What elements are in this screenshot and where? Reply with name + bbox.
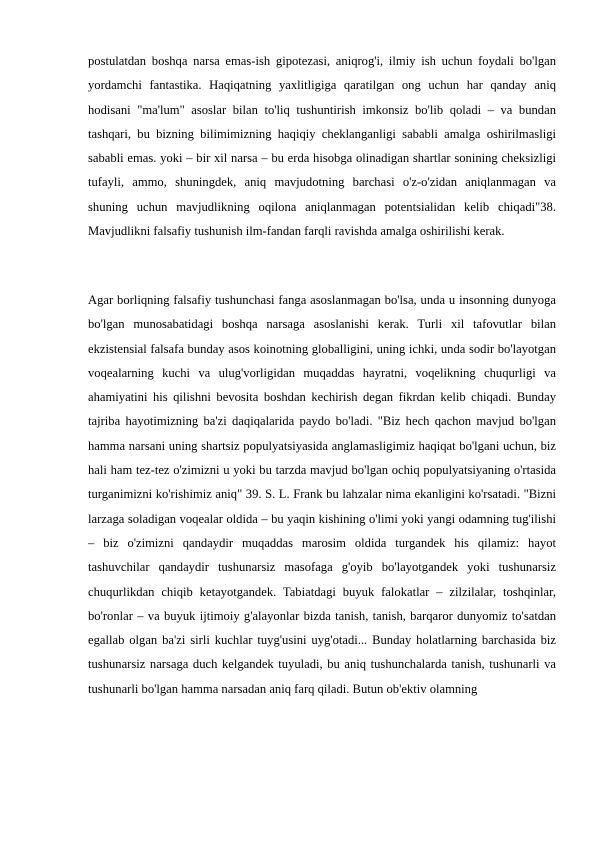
paragraph-2: Agar borliqning falsafiy tushunchasi fanga asoslanmagan bo'lsa, unda u insonning dunyoga bo'lgan munosabatidagi boshqa narsaga asoslanishi kerak. Turli xil tafovutlar bilan ekzistensial falsafa bunday asos koinotning globalligini, uning ichki, unda sodir bo'layotgan voqealarning kuchi va ulug'vorligidan muqaddas hayratni, voqelikning chuqurligi va ahamiyatini his qilishni bevosita boshdan kechirish degan fikrdan kelib chiqadi. Bunday tajriba hayotimizning ba'zi daqiqalarida paydo bo'ladi. "Biz hech qachon mavjud bo'lgan hamma narsani uning shartsiz populyatsiyasida anglamasligimiz haqiqat bo'lgani uchun, biz hali ham tez-tez o'zimizni u yoki bu tarzda mavjud bo'lgan ochiq populyatsiyaning o'rtasida turganimizni ko'rishimiz aniq" 39. S. L. Frank bu lahzalar nima ekanligini ko'rsatadi. "Bizni larzaga soladigan voqealar oldida – bu yaqin kishining o'limi yoki yangi odamning tug'ilishi – biz o'zimizni qandaydir muqaddas marosim oldida turgandek his qilamiz: hayot tashuvchilar qandaydir tushunarsiz masofaga g'oyib bo'layotgandek yoki tushunarsiz chuqurlikdan chiqib ketayotgandek. Tabiatdagi buyuk falokatlar – zilzilalar, toshqinlar, bo'ronlar – va buyuk ijtimoiy g'alayonlar bizda tanish, tanish, barqaror dunyomiz to'satdan egallab olgan ba'zi sirli kuchlar tuyg'usini uyg'otadi... Bunday holatlarning barchasida biz tushunarsiz narsaga duch kelgandek tuyuladi, bu aniq tushunchalarda tanish, tushunarli va tushunarli bo'lgan hamma narsadan aniq farq qiladi. Butun ob'ektiv olamning [88, 293, 556, 696]
paragraph-1: postulatdan boshqa narsa emas-ish gipotezasi, aniqrog'i, ilmiy ish uchun foydali bo'lgan yordamchi fantastika. Haqiqatning yaxlitligiga qaratilgan ong uchun har qanday aniq hodisani "ma'lum" asoslar bilan to'liq tushuntirish imkonsiz bo'lib qoladi – va bundan tashqari, bu bizning bilimimizning haqiqiy cheklanganligi sababli amalga oshirilmasligi sababli emas. yoki – bir xil narsa – bu erda hisobga olinadigan shartlar sonining cheksizligi tufayli, ammo, shuningdek, aniq mavjudotning barchasi o'z-o'zidan aniqlanmagan va shuning uchun mavjudlikning oqilona aniqlanmagan potentsialidan kelib chiqadi"38. Mavjudlikni falsafiy tushunish ilm-fandan farqli ravishda amalga oshirilishi kerak. [88, 54, 556, 239]
